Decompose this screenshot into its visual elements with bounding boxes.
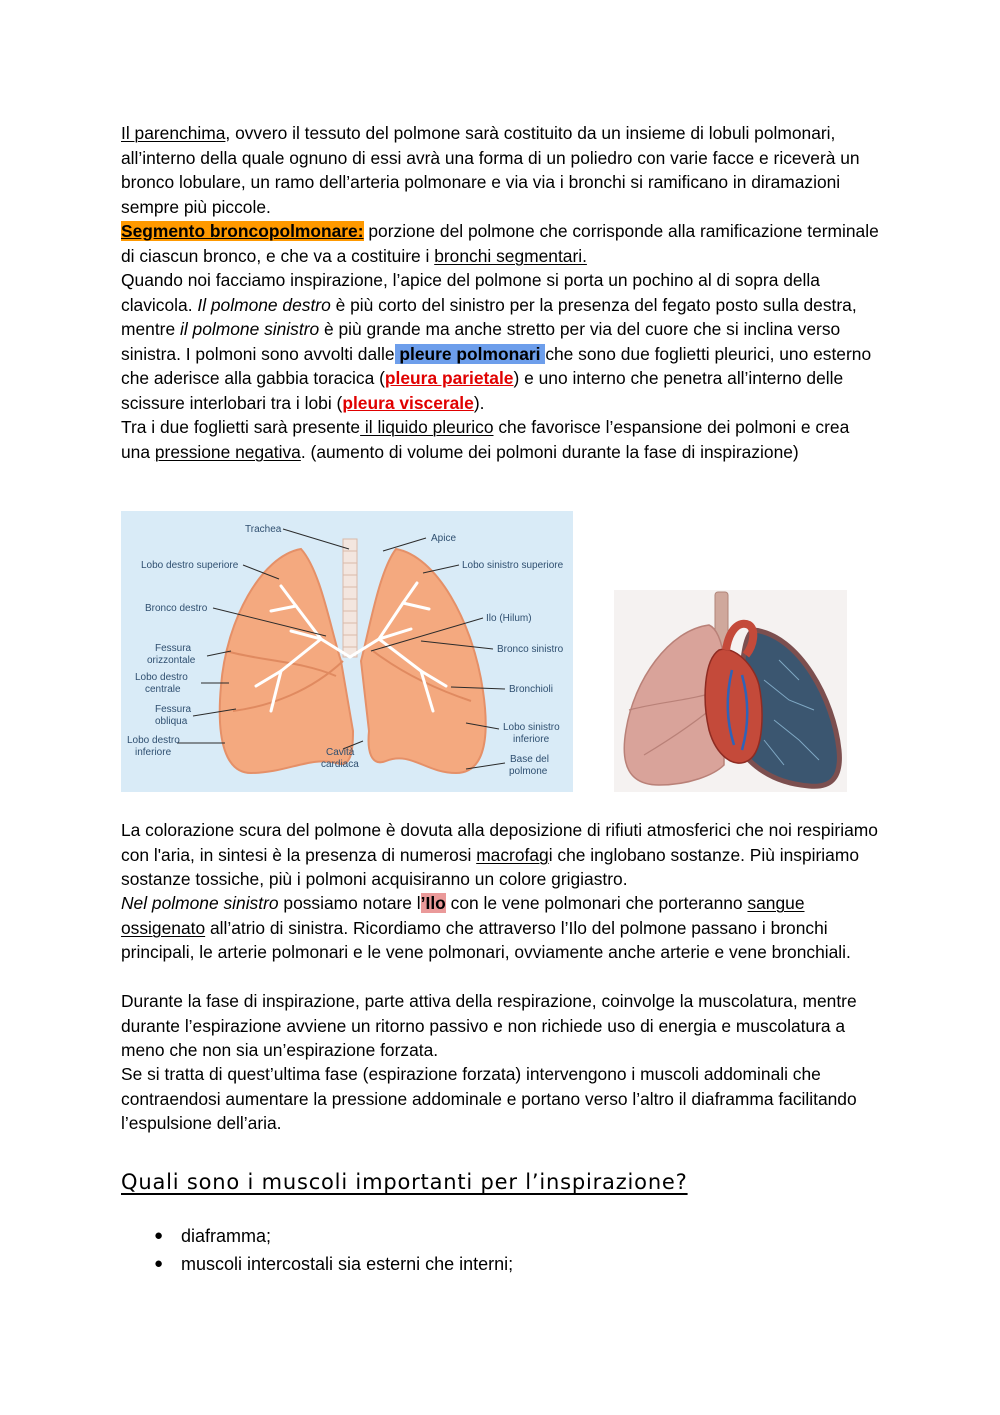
label-lobo-sinistro-superiore: Lobo sinistro superiore <box>462 560 564 571</box>
section-heading: Quali sono i muscoli importanti per l’inspirazione? <box>121 1170 688 1194</box>
trachea-shape <box>343 539 357 657</box>
label-bronco-destro: Bronco destro <box>145 603 208 614</box>
label-bronchioli: Bronchioli <box>509 684 553 695</box>
term-pleura-parietale: pleura parietale <box>384 368 514 389</box>
bullet-icon: ● <box>154 1227 164 1244</box>
term-bronchi-segmentari: bronchi segmentari. <box>434 245 587 266</box>
lungs-diagram-figure <box>121 511 573 792</box>
label-cavita-cardiaca: Cavità <box>326 747 355 758</box>
svg-text:inferiore: inferiore <box>513 734 550 745</box>
svg-text:obliqua: obliqua <box>155 716 188 727</box>
label-ilo: Ilo (Hilum) <box>486 613 532 624</box>
list-item: ● diaframma; <box>121 1222 513 1250</box>
label-base-del-polmone: Base del <box>510 754 549 765</box>
label-fessura-obliqua: Fessura <box>155 704 192 715</box>
paragraph-inspirazione: Durante la fase di inspirazione, parte attiva della respirazione, coinvolge la muscolatura, mentre durante l’espirazione avviene un ritorno passivo e non richiede uso di energia e muscolatura a meno che non sia un’espirazione forzata. <box>121 991 857 1061</box>
svg-text:polmone: polmone <box>509 766 548 777</box>
label-trachea: Trachea <box>245 524 282 535</box>
lungs-heart-illustration <box>614 590 847 792</box>
term-pressione-negativa: pressione negativa <box>154 441 301 462</box>
term-liquido-pleurico: il liquido pleurico <box>360 417 494 437</box>
bullet-icon: ● <box>154 1255 164 1272</box>
paragraph-segmento: Segmento broncopolmonare: porzione del polmone che corrisponde alla ramificazione terminale di ciascun bronco, e che va a costituire i bronchi segmentari. <box>121 221 879 266</box>
label-lobo-destro-centrale: Lobo destro <box>135 672 188 683</box>
svg-text:orizzontale: orizzontale <box>147 655 196 666</box>
term-parenchima: Il parenchima <box>121 123 226 143</box>
paragraph-espirazione-forzata: Se si tratta di quest’ultima fase (espirazione forzata) intervengono i muscoli addominali che contraendosi aumentare la pressione addominale e portano verso l’altro il diaframma facilitando l’espulsione dell’aria. <box>121 1064 857 1134</box>
label-fessura-orizzontale: Fessura <box>155 643 192 654</box>
label-apice: Apice <box>431 533 457 544</box>
term-pleura-viscerale: pleura viscerale <box>342 392 474 413</box>
term-ilo: ’Ilo <box>420 893 446 913</box>
svg-text:inferiore: inferiore <box>135 747 172 758</box>
term-sangue-ossigenato: sangue ossigenato <box>121 893 805 938</box>
term-segmento-broncopolmonare: Segmento broncopolmonare: <box>121 221 364 241</box>
label-bronco-sinistro: Bronco sinistro <box>497 644 564 655</box>
term-pleure-polmonari: pleure polmonari <box>394 343 546 364</box>
label-lobo-destro-superiore: Lobo destro superiore <box>141 560 239 571</box>
list-item: ● muscoli intercostali sia esterni che interni; <box>121 1250 513 1278</box>
label-lobo-sinistro-inferiore: Lobo sinistro <box>503 722 560 733</box>
svg-text:cardiaca: cardiaca <box>321 759 359 770</box>
term-macrofagi: macrofag <box>476 844 549 865</box>
paragraph-liquido-pleurico: Tra i due foglietti sarà presente il liquido pleurico che favorisce l’espansione dei polmoni e crea una pressione negativa. (aumento di volume dei polmoni durante la fase di inspirazione) <box>121 417 850 462</box>
paragraph-parenchima: Il parenchima, ovvero il tessuto del polmone sarà costituito da un insieme di lobuli polmonari, all’interno della quale ognuno di essi avrà una forma di un poliedro con varie facce e riceverà un bronco lobulare, un ramo dell’arteria polmonare e via via i bronchi si ramificano in diramazioni sempre più piccole. <box>121 123 860 217</box>
muscles-list <box>121 1222 513 1278</box>
label-lobo-destro-inferiore: Lobo destro <box>127 735 180 746</box>
svg-text:centrale: centrale <box>145 684 181 695</box>
paragraph-polmoni: Quando noi facciamo inspirazione, l’apice del polmone si porta un pochino al di sopra della clavicola. Il polmone destro è più corto del sinistro per la presenza del fegato posto sulla destra, mentre il polmone sinistro è più grande ma anche stretto per via del cuore che si inclina verso sinistra. I polmoni sono avvolti dalle pleure polmonari che sono due foglietti pleurici, uno esterno che aderisce alla gabbia toracica (pleura parietale) e uno interno che penetra all’interno delle scissure interlobari tra i lobi (pleura viscerale). <box>121 270 872 413</box>
paragraph-ilo: Nel polmone sinistro possiamo notare l’Ilo con le vene polmonari che porteranno sangue ossigenato all’atrio di sinistra. Ricordiamo che attraverso l’Ilo del polmone passano i bronchi principali, le arterie polmonari e le vene polmonari, ovviamente anche arterie e vene bronchiali. <box>121 893 851 963</box>
paragraph-colorazione: La colorazione scura del polmone è dovuta alla deposizione di rifiuti atmosferici che noi respiriamo con l'aria, in sintesi è la presenza di numerosi macrofagi che inglobano sostanze. Più inspiriamo sostanze tossiche, più i polmoni acquisiranno un colore grigiastro. <box>121 820 878 890</box>
